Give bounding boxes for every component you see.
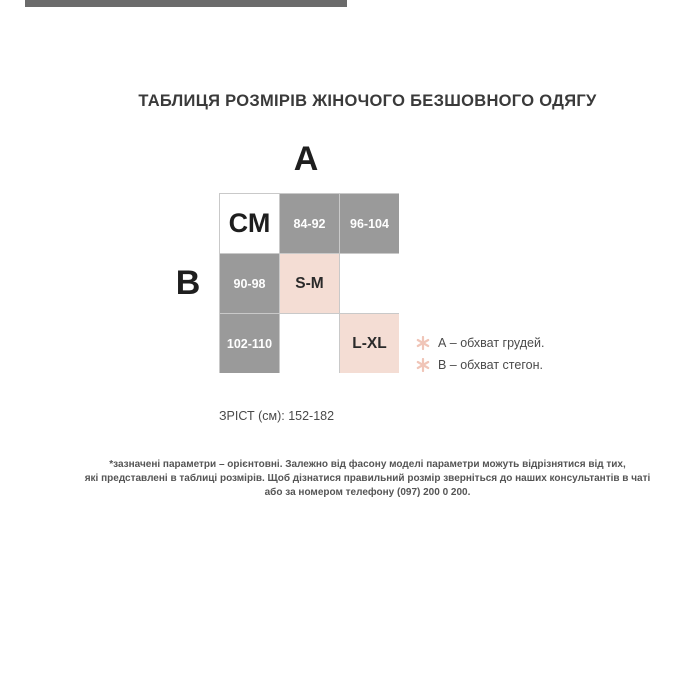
table-corner-label: СМ: [220, 194, 279, 253]
row-header-cell: 102-110: [220, 314, 279, 373]
footnote-line: *зазначені параметри – орієнтовні. Залежно від фасону моделі параметри можуть відрізнятися від тих,: [109, 459, 626, 470]
size-cell: L-XL: [340, 314, 399, 373]
empty-cell: [340, 254, 399, 313]
asterisk-icon: [416, 336, 430, 350]
axis-a-label: A: [293, 140, 319, 178]
legend: [416, 332, 544, 376]
footnote: [50, 458, 685, 500]
height-note: ЗРІСТ (см): 152-182: [219, 409, 335, 423]
legend-item: [416, 354, 544, 376]
row-header-cell: 90-98: [220, 254, 279, 313]
asterisk-icon: [416, 358, 430, 372]
legend-text: В – обхват стегон.: [438, 358, 543, 372]
size-cell: S-M: [280, 254, 339, 313]
top-bar: [25, 0, 347, 7]
page-title: ТАБЛИЦЯ РОЗМІРІВ ЖІНОЧОГО БЕЗШОВНОГО ОДЯГУ: [138, 92, 597, 110]
footnote-line: які представлені в таблиці розмірів. Щоб дізнатися правильний розмір зверніться до наших консультантів в чаті: [84, 473, 651, 484]
column-header-cell: 96-104: [340, 194, 399, 253]
column-header-cell: 84-92: [280, 194, 339, 253]
size-table: [219, 193, 399, 373]
axis-b-label: B: [175, 264, 201, 302]
footnote-line: або за номером телефону (097) 200 0 200.: [264, 487, 471, 498]
legend-item: [416, 332, 544, 354]
legend-text: А – обхват грудей.: [438, 336, 545, 350]
empty-cell: [280, 314, 339, 373]
